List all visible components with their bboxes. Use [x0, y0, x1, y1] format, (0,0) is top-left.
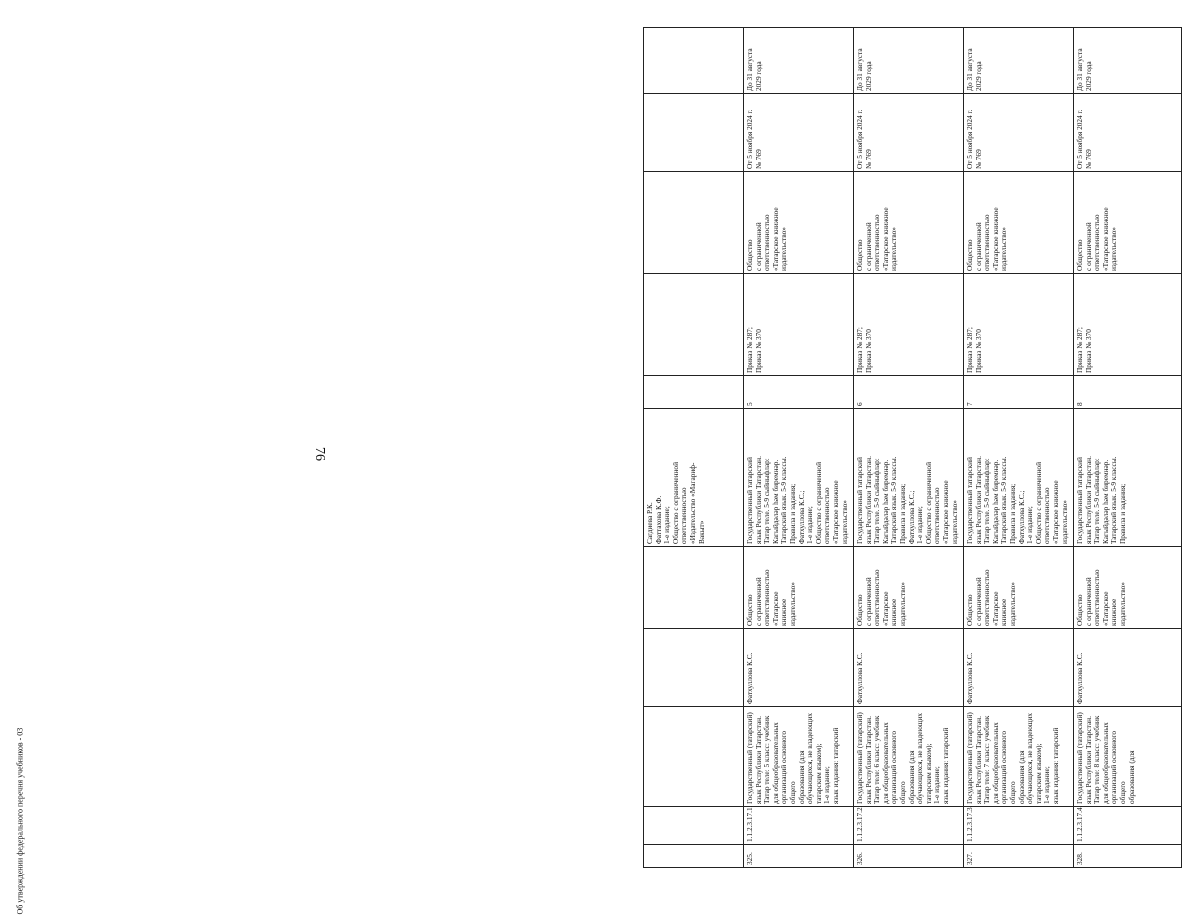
rotated-table-wrapper — [643, 28, 1181, 868]
cell-order-reference — [644, 274, 744, 376]
organization-line: «Татарское книжное — [990, 207, 1000, 271]
organization-line: издательство» — [889, 227, 899, 271]
cell-manual-description — [644, 409, 744, 547]
cell-row-number: 325. — [744, 845, 854, 868]
cell-order-reference — [1074, 274, 1182, 376]
cell-row-number: 326. — [854, 845, 964, 868]
approval-date-line: От 5 ноября 2024 г. — [745, 109, 754, 169]
manual-description-line: 1-е издание; — [1025, 506, 1035, 544]
textbook-title-line: язык Республики Татарстан. — [753, 716, 763, 804]
manual-description-line: издательство» — [949, 500, 959, 544]
manual-description-line: Татарский язык. 5-9 классы. — [889, 456, 899, 544]
manual-description-line: ответственностью — [1042, 487, 1052, 544]
textbook-title-line: 1-е издание; — [1042, 766, 1052, 804]
table-row — [854, 28, 964, 868]
cell-organization — [854, 172, 964, 274]
manual-description-line: Татар теле. 5-9 сыйныфлар: — [762, 458, 772, 544]
manual-description-line: Фаттахова К.Ф. — [653, 495, 663, 544]
organization-line: издательство» — [779, 227, 789, 271]
textbook-title-line: образования (для — [796, 750, 806, 804]
manual-description-line: Фатхуллова К.С.; — [796, 490, 806, 544]
cell-row-number: 328. — [1074, 845, 1182, 868]
manual-description-line: Правила и задания; — [898, 483, 908, 544]
footer-note: Об утверждении федерального перечня учебников - 03 — [15, 727, 25, 915]
publisher-line: «Татарское — [880, 591, 890, 626]
publisher-line: с ограниченной — [1083, 577, 1093, 626]
textbook-title-line: организаций основного общего — [1109, 730, 1128, 804]
textbook-title-line: организаций основного общего — [889, 730, 908, 804]
table-row — [644, 28, 744, 868]
manual-description-line: Татар теле. 5-9 сыйныфлар: — [1092, 458, 1102, 544]
textbook-title-line: Государственный (татарский) — [855, 712, 864, 804]
textbook-title-line: язык Республики Татарстан. — [1083, 716, 1093, 804]
textbook-title-line: организаций основного общего — [999, 730, 1018, 804]
textbook-title-line: организаций основного общего — [779, 730, 798, 804]
cell-approval-date — [1074, 94, 1182, 172]
publisher-line: с ограниченной — [863, 577, 873, 626]
manual-description-line: Фатхуллова К.С.; — [906, 490, 916, 544]
cell-sequence-number: 5 — [744, 376, 854, 409]
manual-description-line: Общество с ограниченной — [670, 462, 680, 544]
textbook-title-line: образования (для — [1016, 750, 1026, 804]
cell-publisher — [744, 547, 854, 629]
publisher-line: книжное — [889, 598, 899, 626]
publisher-line: ответственностью — [872, 569, 882, 626]
textbook-title-line: татарским языком); — [923, 743, 933, 804]
cell-approval-date — [744, 94, 854, 172]
manual-description-line: язык Республики Татарстан. — [753, 456, 763, 544]
approval-date-line: № 769 — [863, 149, 873, 169]
valid-until-line: 2029 года — [753, 61, 763, 91]
publisher-line: с ограниченной — [973, 577, 983, 626]
publisher-line: издательство» — [898, 582, 908, 626]
cell-authors: Фатхуллова К.С. — [1074, 629, 1182, 707]
publisher-line: книжное — [779, 598, 789, 626]
manual-description-line: Правила и задания; — [1118, 483, 1128, 544]
textbook-title-line: для общеобразовательных — [1100, 722, 1110, 804]
organization-line: «Татарское книжное — [770, 207, 780, 271]
textbook-title-line: обучающихся, не владеющих — [805, 712, 815, 804]
cell-row-number — [644, 845, 744, 868]
manual-description-line: язык Республики Татарстан. — [863, 456, 873, 544]
manual-description-line: 1-е издание; — [805, 506, 815, 544]
cell-row-number: 327. — [964, 845, 1074, 868]
approval-date-line: № 769 — [973, 149, 983, 169]
manual-description-line: Кагыйдәләр һәм биремнәр. — [990, 459, 1000, 544]
textbook-title-line: Татар теле: 8 класс: учебник — [1092, 715, 1102, 804]
textbook-title-line: Татар теле: 5 класс: учебник — [762, 715, 772, 804]
cell-textbook-title — [644, 707, 744, 807]
manual-description-line: язык Республики Татарстан. — [1083, 456, 1093, 544]
order-reference-line: Приказ № 287; — [965, 327, 974, 373]
publisher-line: книжное — [999, 598, 1009, 626]
organization-line: «Татарское книжное — [880, 207, 890, 271]
textbook-title-line: для общеобразовательных — [770, 722, 780, 804]
publisher-line: Общество — [745, 594, 754, 626]
cell-textbook-title — [854, 707, 964, 807]
valid-until-line: 2029 года — [1083, 61, 1093, 91]
cell-authors: Фатхуллова К.С. — [854, 629, 964, 707]
manual-description-line: Сагдиева Р.К. — [645, 502, 654, 544]
textbook-title-line: Государственный (татарский) — [745, 712, 754, 804]
textbook-title-line: язык Республики Татарстан. — [973, 716, 983, 804]
cell-textbook-title — [1074, 707, 1182, 807]
publisher-line: Общество — [1075, 594, 1084, 626]
approval-date-line: От 5 ноября 2024 г. — [1075, 109, 1084, 169]
cell-sequence-number: 8 — [1074, 376, 1182, 409]
manual-description-line: 1-е издание; — [915, 506, 925, 544]
cell-organization — [644, 172, 744, 274]
cell-valid-until — [964, 28, 1074, 94]
cell-textbook-title — [964, 707, 1074, 807]
valid-until-line: До 31 августа — [1075, 48, 1084, 91]
publisher-line: Общество — [855, 594, 864, 626]
cell-authors — [644, 629, 744, 707]
cell-valid-until — [854, 28, 964, 94]
cell-row-code: 1.1.2.3.17.1. — [744, 807, 854, 845]
table-body — [644, 28, 1182, 868]
cell-order-reference — [854, 274, 964, 376]
table-row — [1074, 28, 1182, 868]
manual-description-line: Татарский язык. 5-9 классы. — [999, 456, 1009, 544]
manual-description-line: Татарский язык. 5-9 классы. — [1109, 456, 1119, 544]
publisher-line: книжное — [1109, 598, 1119, 626]
cell-approval-date — [644, 94, 744, 172]
publisher-line: с ограниченной — [753, 577, 763, 626]
cell-textbook-title — [744, 707, 854, 807]
organization-line: Общество — [855, 239, 864, 271]
textbook-title-line: обучающихся, не владеющих — [915, 712, 925, 804]
manual-description-line: Татар теле. 5-9 сыйныфлар: — [982, 458, 992, 544]
order-reference-line: Приказ № 287; — [855, 327, 864, 373]
publisher-line: ответственностью — [1092, 569, 1102, 626]
cell-valid-until — [744, 28, 854, 94]
cell-publisher — [854, 547, 964, 629]
textbook-title-line: татарским языком); — [813, 743, 823, 804]
textbook-title-line: язык издания: татарский — [941, 727, 951, 804]
cell-sequence-number: 6 — [854, 376, 964, 409]
manual-description-line: Вакыт» — [696, 520, 706, 544]
cell-publisher — [964, 547, 1074, 629]
manual-description-line: Правила и задания; — [1008, 483, 1018, 544]
valid-until-line: До 31 августа — [855, 48, 864, 91]
approval-date-line: № 769 — [1083, 149, 1093, 169]
order-reference-line: Приказ № 370 — [753, 329, 763, 373]
publisher-line: «Татарское — [990, 591, 1000, 626]
organization-line: с ограниченной — [973, 222, 983, 271]
cell-manual-description — [744, 409, 854, 547]
cell-manual-description — [854, 409, 964, 547]
organization-line: «Татарское книжное — [1100, 207, 1110, 271]
approval-date-line: От 5 ноября 2024 г. — [965, 109, 974, 169]
manual-description-line: 1-е издание; — [662, 506, 672, 544]
order-reference-line: Приказ № 370 — [863, 329, 873, 373]
manual-description-line: издательство» — [1059, 500, 1069, 544]
manual-description-line: «Татарское книжное — [941, 480, 951, 544]
valid-until-line: 2029 года — [973, 61, 983, 91]
organization-line: с ограниченной — [753, 222, 763, 271]
textbook-title-line: 1-е издание; — [932, 766, 942, 804]
publisher-line: ответственностью — [982, 569, 992, 626]
table-row — [964, 28, 1074, 868]
order-reference-line: Приказ № 370 — [973, 329, 983, 373]
manual-description-line: Правила и задания; — [788, 483, 798, 544]
publisher-line: «Татарское — [770, 591, 780, 626]
manual-description-line: издательство» — [839, 500, 849, 544]
order-reference-line: Приказ № 287; — [1075, 327, 1084, 373]
cell-approval-date — [854, 94, 964, 172]
cell-organization — [964, 172, 1074, 274]
manual-description-line: язык Республики Татарстан. — [973, 456, 983, 544]
cell-order-reference — [964, 274, 1074, 376]
cell-row-code — [644, 807, 744, 845]
publisher-line: издательство» — [788, 582, 798, 626]
cell-row-code: 1.1.2.3.17.3. — [964, 807, 1074, 845]
publisher-line: Общество — [965, 594, 974, 626]
manual-description-line: Государственный татарский — [965, 457, 974, 544]
cell-organization — [744, 172, 854, 274]
table-row — [744, 28, 854, 868]
organization-line: с ограниченной — [1083, 222, 1093, 271]
valid-until-line: 2029 года — [863, 61, 873, 91]
cell-manual-description — [1074, 409, 1182, 547]
organization-line: ответственностью — [872, 214, 882, 271]
organization-line: ответственностью — [762, 214, 772, 271]
cell-row-code: 1.1.2.3.17.2. — [854, 807, 964, 845]
textbook-title-line: Государственный (татарский) — [1075, 712, 1084, 804]
cell-publisher — [644, 547, 744, 629]
cell-sequence-number — [644, 376, 744, 409]
approval-date-line: От 5 ноября 2024 г. — [855, 109, 864, 169]
cell-authors: Фатхуллова К.С. — [744, 629, 854, 707]
valid-until-line: До 31 августа — [745, 48, 754, 91]
manual-description-line: Государственный татарский — [1075, 457, 1084, 544]
manual-description-line: Государственный татарский — [745, 457, 754, 544]
manual-description-line: Кагыйдәләр һәм биремнәр. — [1100, 459, 1110, 544]
manual-description-line: «Татарское книжное — [1051, 480, 1061, 544]
manual-description-line: ответственностью — [932, 487, 942, 544]
publisher-line: «Татарское — [1100, 591, 1110, 626]
cell-publisher — [1074, 547, 1182, 629]
manual-description-line: Фатхуллова К.С.; — [1016, 490, 1026, 544]
organization-line: с ограниченной — [863, 222, 873, 271]
textbook-title-line: язык издания: татарский — [1051, 727, 1061, 804]
valid-until-line: До 31 августа — [965, 48, 974, 91]
organization-line: издательство» — [1109, 227, 1119, 271]
textbook-title-line: Татар теле: 7 класс: учебник — [982, 715, 992, 804]
textbook-title-line: образования (для — [1126, 750, 1136, 804]
textbook-title-line: язык издания: татарский — [831, 727, 841, 804]
textbook-title-line: язык Республики Татарстан. — [863, 716, 873, 804]
order-reference-line: Приказ № 370 — [1083, 329, 1093, 373]
publisher-line: ответственностью — [762, 569, 772, 626]
textbook-title-line: Татар теле: 6 класс: учебник — [872, 715, 882, 804]
manual-description-line: Общество с ограниченной — [813, 462, 823, 544]
cell-approval-date — [964, 94, 1074, 172]
page-number: 76 — [312, 447, 327, 461]
textbook-title-line: обучающихся, не владеющих — [1025, 712, 1035, 804]
textbook-table — [643, 27, 1182, 868]
organization-line: Общество — [745, 239, 754, 271]
cell-valid-until — [1074, 28, 1182, 94]
textbook-title-line: для общеобразовательных — [990, 722, 1000, 804]
order-reference-line: Приказ № 287; — [745, 327, 754, 373]
textbook-title-line: 1-е издание; — [822, 766, 832, 804]
manual-description-line: ответственностью — [679, 487, 689, 544]
textbook-title-line: для общеобразовательных — [880, 722, 890, 804]
cell-organization — [1074, 172, 1182, 274]
manual-description-line: Татарский язык. 5-9 классы. — [779, 456, 789, 544]
approval-date-line: № 769 — [753, 149, 763, 169]
cell-sequence-number: 7 — [964, 376, 1074, 409]
manual-description-line: Кагыйдәләр һәм биремнәр. — [770, 459, 780, 544]
manual-description-line: «Издательство «Магариф- — [688, 462, 698, 544]
textbook-title-line: образования (для — [906, 750, 916, 804]
cell-row-code: 1.1.2.3.17.4. — [1074, 807, 1182, 845]
manual-description-line: Общество с ограниченной — [1033, 462, 1043, 544]
manual-description-line: Государственный татарский — [855, 457, 864, 544]
manual-description-line: ответственностью — [822, 487, 832, 544]
organization-line: издательство» — [999, 227, 1009, 271]
manual-description-line: Татар теле. 5-9 сыйныфлар: — [872, 458, 882, 544]
organization-line: Общество — [965, 239, 974, 271]
publisher-line: издательство» — [1118, 582, 1128, 626]
textbook-title-line: Государственный (татарский) — [965, 712, 974, 804]
publisher-line: издательство» — [1008, 582, 1018, 626]
cell-order-reference — [744, 274, 854, 376]
organization-line: ответственностью — [982, 214, 992, 271]
textbook-title-line: татарским языком); — [1033, 743, 1043, 804]
organization-line: ответственностью — [1092, 214, 1102, 271]
cell-valid-until — [644, 28, 744, 94]
cell-manual-description — [964, 409, 1074, 547]
manual-description-line: Кагыйдәләр һәм биремнәр. — [880, 459, 890, 544]
cell-authors: Фатхуллова К.С. — [964, 629, 1074, 707]
manual-description-line: Общество с ограниченной — [923, 462, 933, 544]
organization-line: Общество — [1075, 239, 1084, 271]
manual-description-line: «Татарское книжное — [831, 480, 841, 544]
